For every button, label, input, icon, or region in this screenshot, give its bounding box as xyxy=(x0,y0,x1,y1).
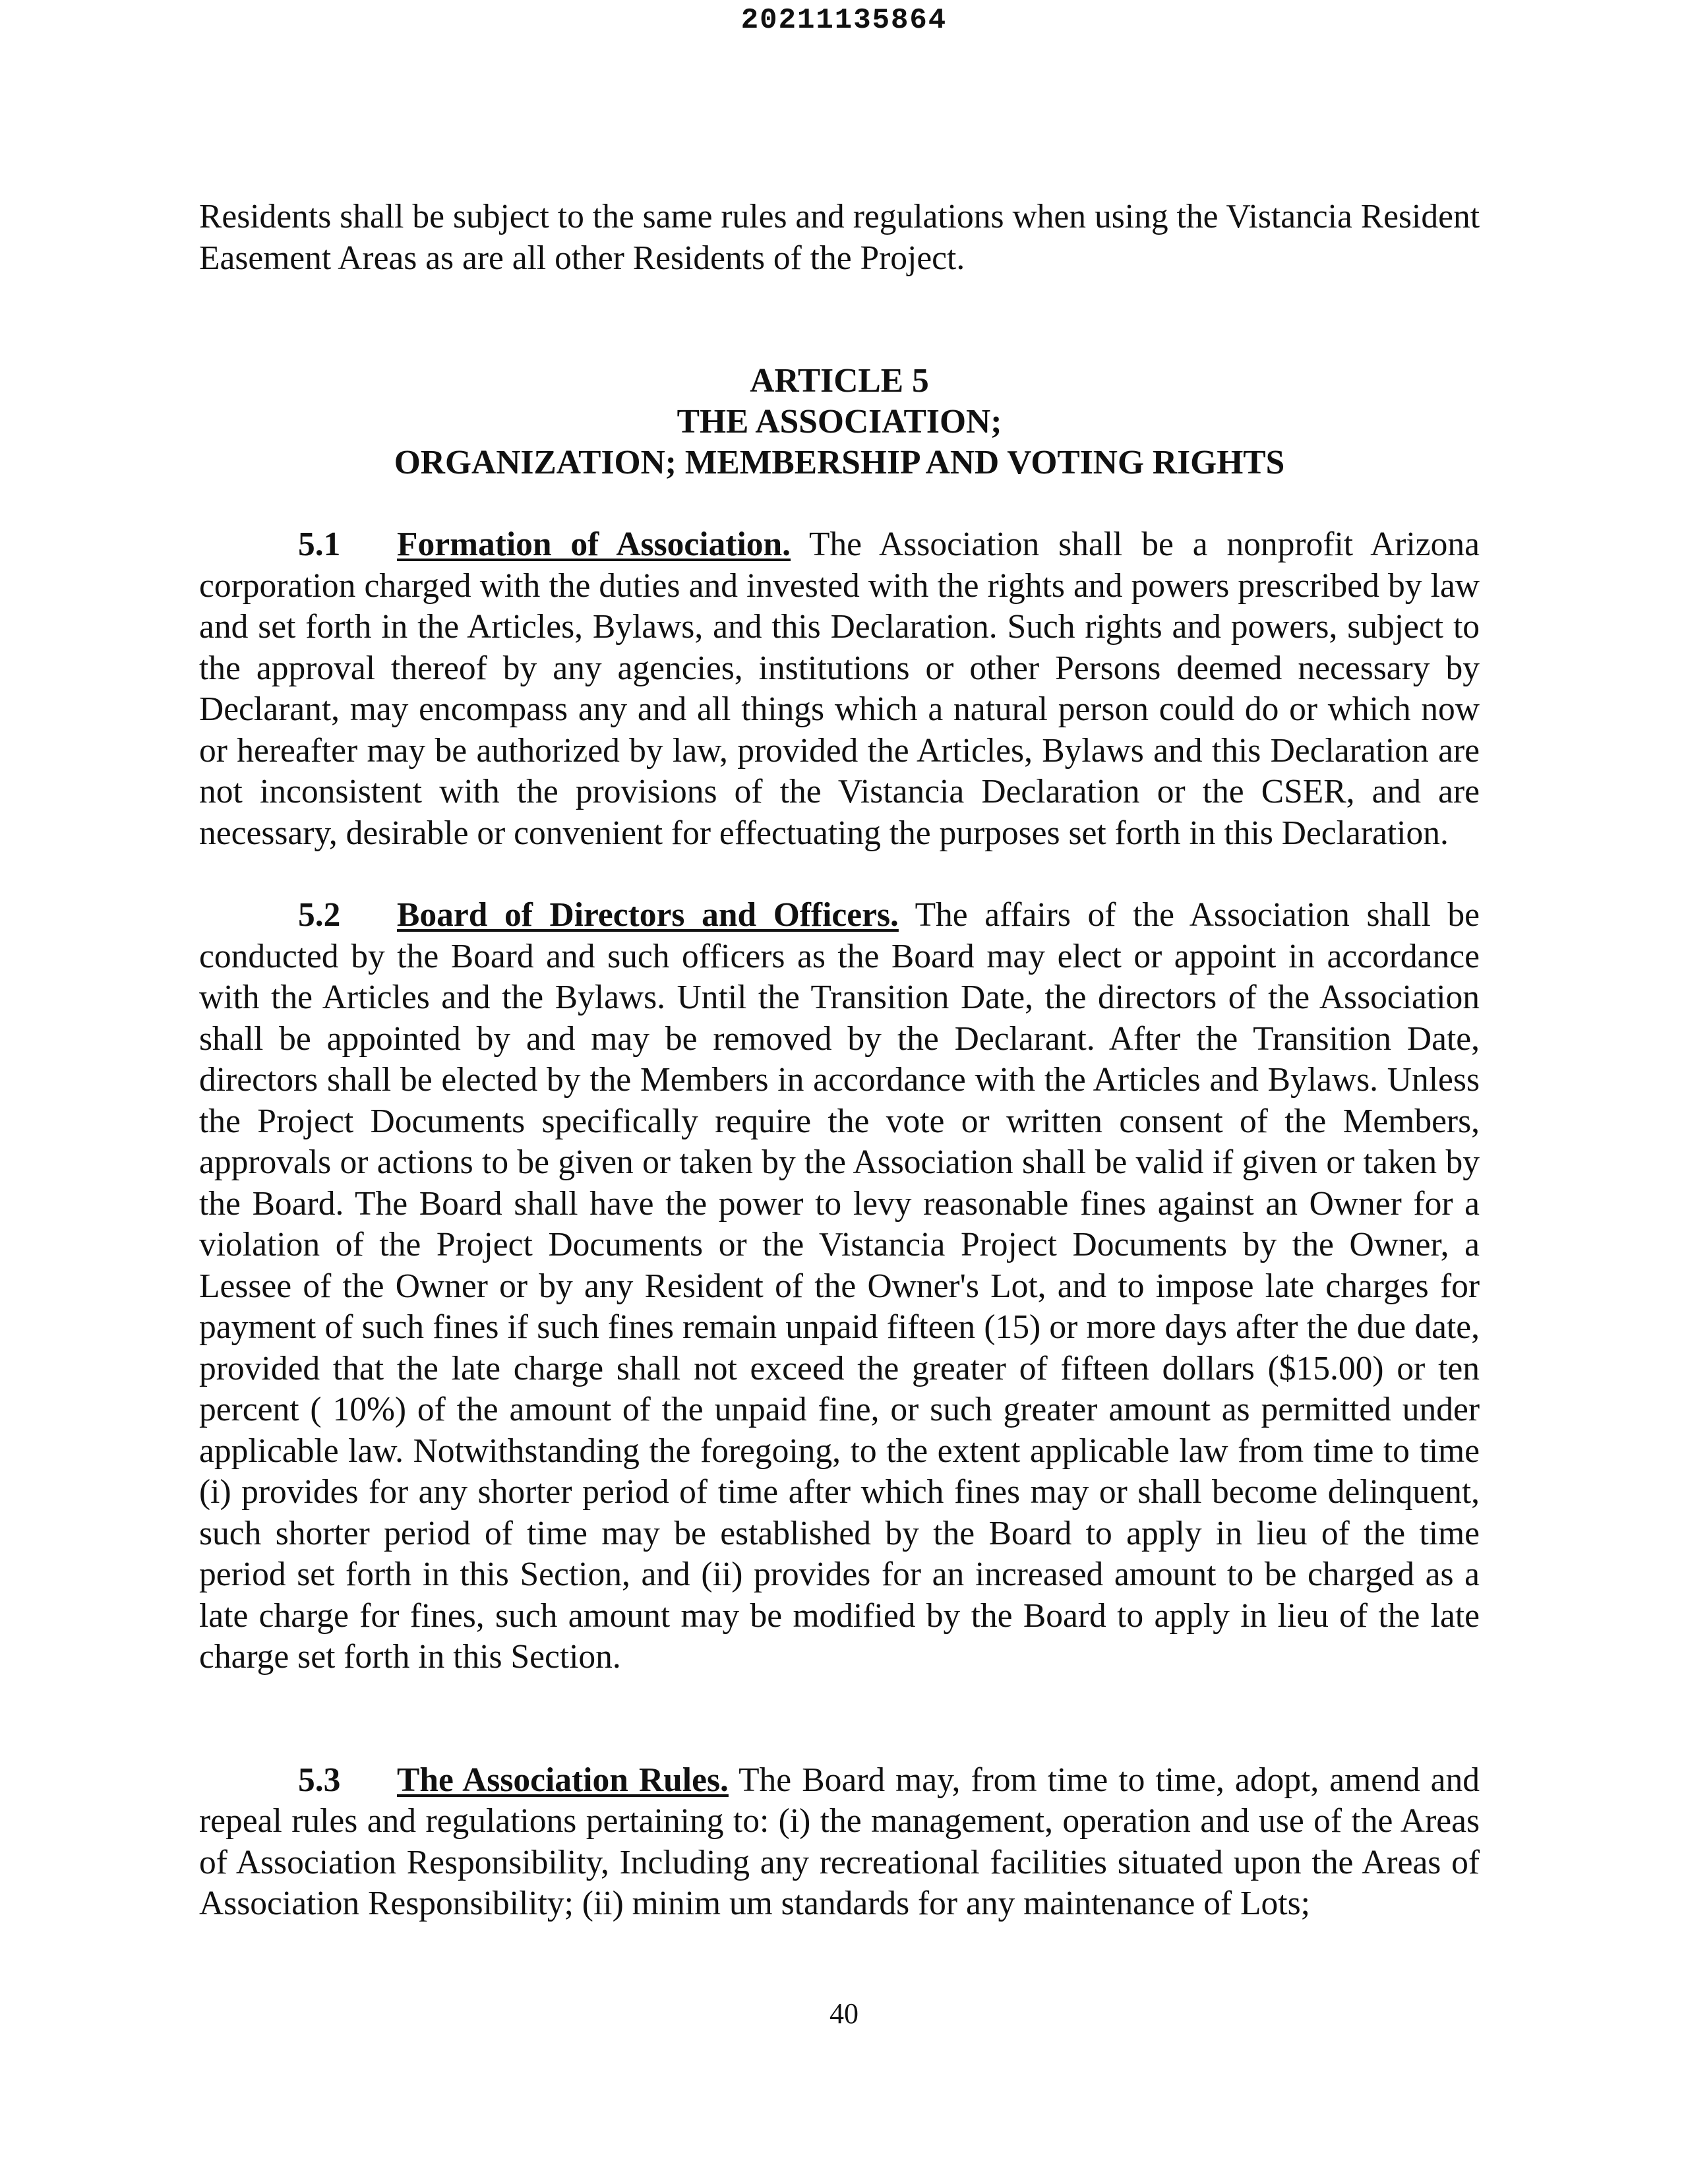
section-number: 5.2 xyxy=(298,896,341,934)
section-5-2 xyxy=(199,895,1480,1678)
article-title: THE ASSOCIATION; xyxy=(677,403,1002,440)
page-body xyxy=(199,197,1480,1925)
section-title: The Association Rules. xyxy=(397,1761,729,1799)
section-body: The Association shall be a nonprofit Arizona corporation charged with the duties and invested with the rights and powers prescribed by law and set forth in the Articles, Bylaws, and this Declaration. Such rights and powers, subject to the approval thereof by any agencies, institutions or other Persons deemed necessary by Declarant, may encompass any and all things which a natural person could do or which now or hereafter may be authorized by law, provided the Articles, Bylaws and this Declaration are not inconsistent with the provisions of the Vistancia Declaration or the CSER, and are necessary, desirable or convenient for effectuating the purposes set forth in this Declaration. xyxy=(199,526,1480,852)
article-heading xyxy=(199,361,1480,483)
article-subtitle: ORGANIZATION; MEMBERSHIP AND VOTING RIGHTS xyxy=(394,444,1285,481)
section-body: The Board may, from time to time, adopt, amend and repeal rules and regulations pertaining to: (i) the management, operation and use of the Areas of Association Responsibility, Including any recreational facilities situated upon the Areas of Association Responsibility; (ii) minim um standards for any maintenance of Lots; xyxy=(199,1761,1480,1922)
intro-paragraph: Residents shall be subject to the same rules and regulations when using the Vistancia Resident Easement Areas as are all other Residents of the Project. xyxy=(199,198,1480,277)
section-number: 5.1 xyxy=(298,526,341,563)
section-title: Board of Directors and Officers. xyxy=(397,896,899,934)
document-number: 20211135864 xyxy=(740,4,948,37)
section-number: 5.3 xyxy=(298,1761,341,1799)
article-number: ARTICLE 5 xyxy=(750,362,929,400)
section-5-3 xyxy=(199,1760,1480,1925)
section-5-1 xyxy=(199,524,1480,854)
section-title: Formation of Association. xyxy=(397,526,791,563)
page-number: 40 xyxy=(829,1997,859,2030)
section-body: The affairs of the Association shall be conducted by the Board and such officers as the Board may elect or appoint in accordance with the Articles and the Bylaws. Until the Transition Date, the directors of the Association shall be appointed by and may be removed by the Declarant. After the Transition Date, directors shall be elected by the Members in accordance with the Articles and Bylaws. Unless the Project Documents specifically require the vote or written consent of the Members, approvals or actions to be given or taken by the Association shall be valid if given or taken by the Board. The Board shall have the power to levy reasonable fines against an Owner for a violation of the Project Documents or the Vistancia Project Documents by the Owner, a Lessee of the Owner or by any Resident of the Owner's Lot, and to impose late charges for payment of such fines if such fines remain unpaid fifteen (15) or more days after the due date, provided that the late charge shall not exceed the greater of fifteen dollars ($15.00) or ten percent ( 10%) of the amount of the unpaid fine, or such greater amount as permitted under applicable law. Notwithstanding the foregoing, to the extent applicable law from time to time (i) provides for any shorter period of time after which fines may or shall become delinquent, such shorter period of time may be established by the Board to apply in lieu of the time period set forth in this Section, and (ii) provides for an increased amount to be charged as a late charge for fines, such amount may be modified by the Board to apply in lieu of the late charge set forth in this Section. xyxy=(199,896,1480,1676)
